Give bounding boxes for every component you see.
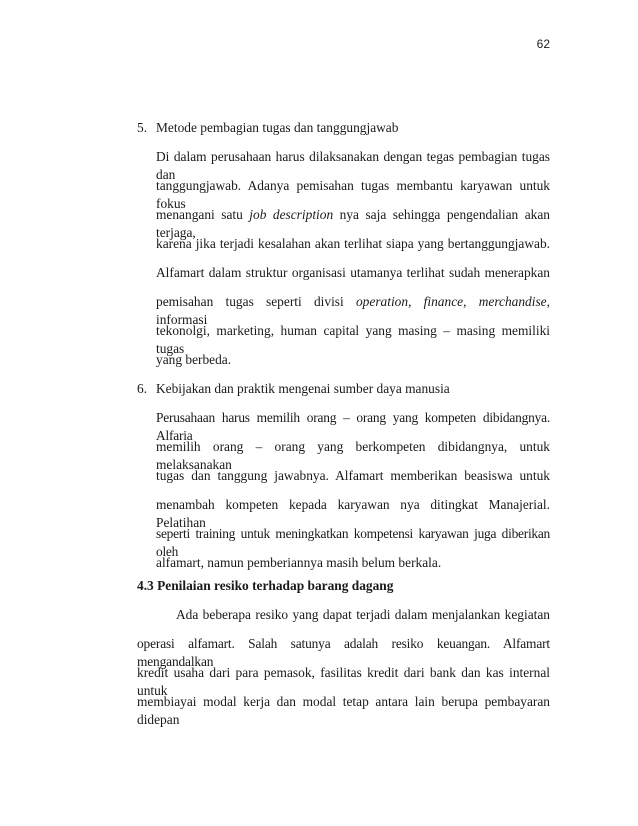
paragraph-line: pemisahan tugas seperti divisi operation, finance, merchandise, informasi [156, 294, 550, 327]
paragraph-line: operasi alfamart. Salah satunya adalah resiko keuangan. Alfamart mengandalkan [137, 636, 550, 669]
italic-term: operation [355, 294, 409, 309]
italic-term: merchandise [478, 294, 547, 309]
page-number: 62 [536, 37, 550, 51]
section-heading: 4.3 Penilaian resiko terhadap barang dagang [137, 578, 394, 593]
paragraph-line: seperti training untuk meningkatkan kompetensi karyawan juga diberikan oleh [156, 526, 550, 559]
paragraph-line: Ada beberapa resiko yang dapat terjadi dalam menjalankan kegiatan [176, 607, 550, 622]
paragraph-line: Perusahaan harus memilih orang – orang yang kompeten dibidangnya. Alfaria [156, 410, 550, 443]
italic-term: finance [423, 294, 464, 309]
list-item-title: Metode pembagian tugas dan tanggungjawab [156, 120, 399, 135]
paragraph-line: karena jika terjadi kesalahan akan terlihat siapa yang bertanggungjawab. [156, 236, 550, 251]
paragraph-line: kredit usaha dari para pemasok, fasilitas kredit dari bank dan kas internal untuk [137, 665, 550, 698]
paragraph-line: tekonolgi, marketing, human capital yang masing – masing memiliki tugas [156, 323, 550, 356]
paragraph-line: tanggungjawab. Adanya pemisahan tugas membantu karyawan untuk fokus [156, 178, 550, 211]
paragraph-line: yang berbeda. [156, 352, 232, 367]
italic-term: job description [249, 207, 334, 222]
list-number: 6. [137, 381, 148, 396]
paragraph-line: membiayai modal kerja dan modal tetap antara lain berupa pembayaran didepan [137, 694, 550, 727]
paragraph-line: Alfamart dalam struktur organisasi utamanya terlihat sudah menerapkan [156, 265, 550, 280]
paragraph-line: memilih orang – orang yang berkompeten dibidangnya, untuk melaksanakan [156, 439, 550, 472]
paragraph-line: menambah kompeten kepada karyawan nya ditingkat Manajerial. Pelatihan [156, 497, 550, 530]
list-number: 5. [137, 120, 148, 135]
paragraph-line: tugas dan tanggung jawabnya. Alfamart memberikan beasiswa untuk [156, 468, 550, 483]
paragraph-line: alfamart, namun pemberiannya masih belum berkala. [156, 555, 442, 570]
paragraph-line: menangani satu job description nya saja sehingga pengendalian akan terjaga, [156, 207, 551, 240]
list-item-title: Kebijakan dan praktik mengenai sumber daya manusia [156, 381, 450, 396]
paragraph-line: Di dalam perusahaan harus dilaksanakan dengan tegas pembagian tugas dan [156, 149, 550, 182]
